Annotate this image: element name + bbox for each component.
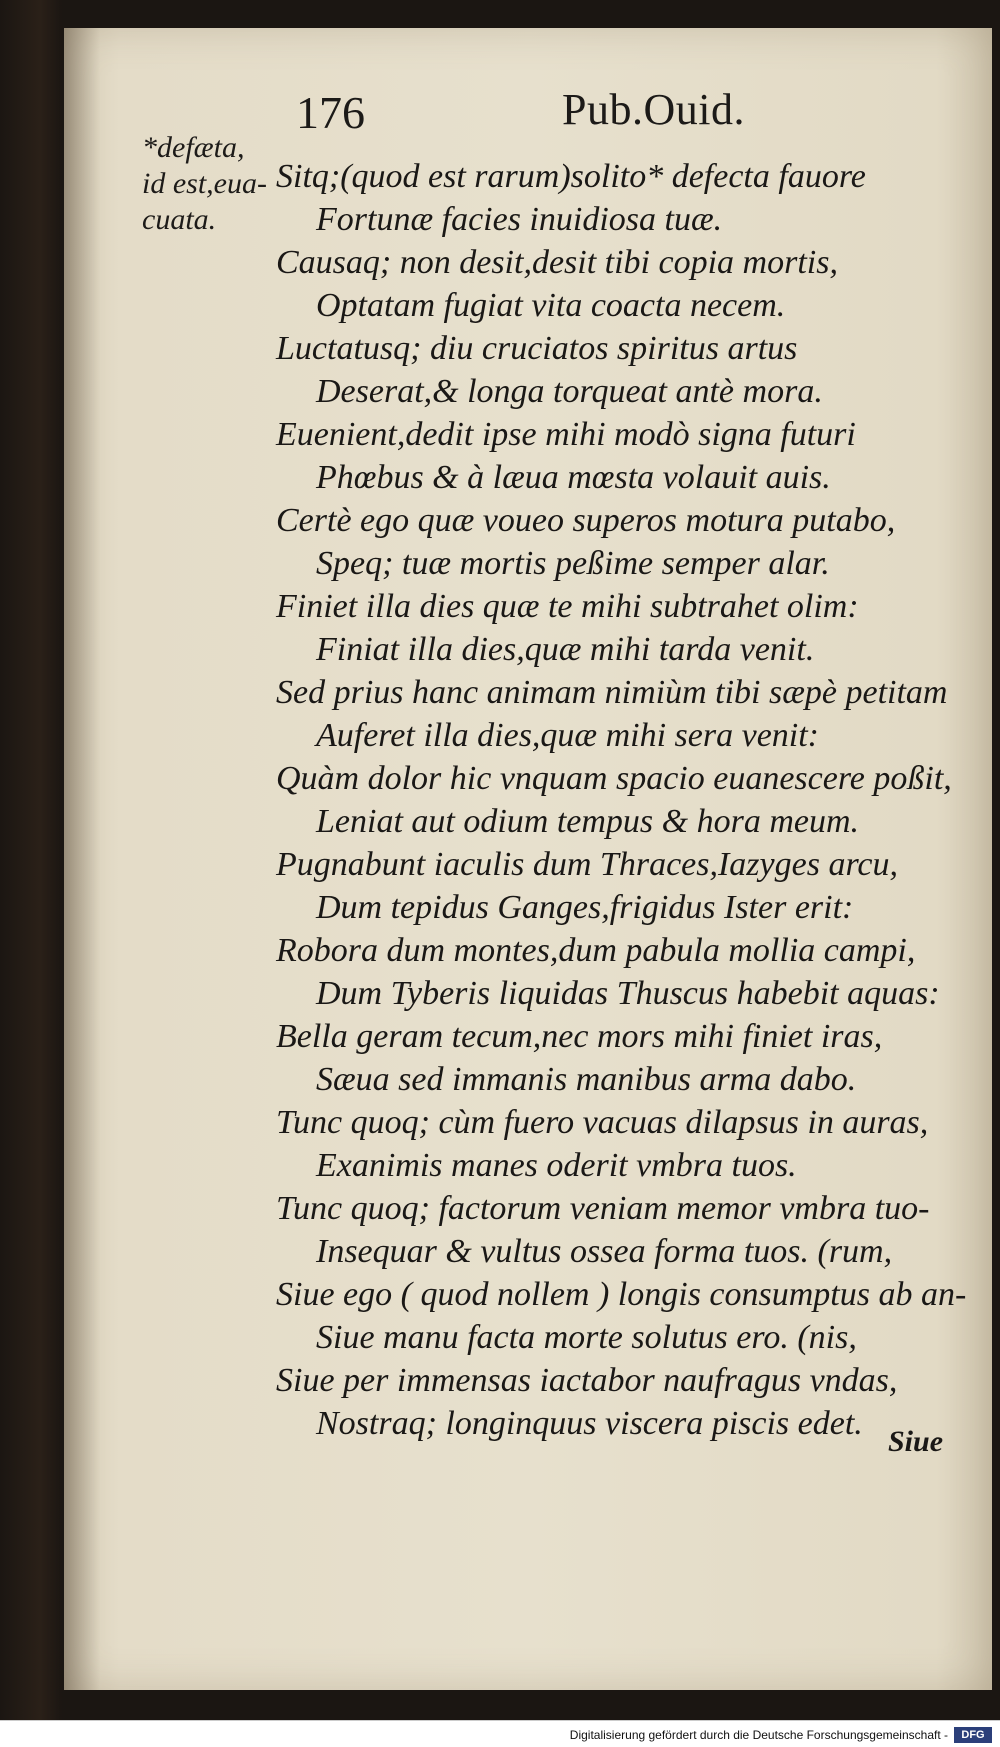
verse-line: Speq; tuæ mortis peßime semper alar. <box>316 545 830 582</box>
verse-line: Finiat illa dies,quæ mihi tarda venit. <box>316 631 815 668</box>
verse-line: Auferet illa dies,quæ mihi sera venit: <box>316 717 819 754</box>
margin-note-line: id est,eua- <box>142 167 267 200</box>
verse-line: Insequar & vultus ossea forma tuos. (rum, <box>316 1233 893 1270</box>
verse-line: Optatam fugiat vita coacta necem. <box>316 287 786 324</box>
verse-line: Phœbus & à læua mœsta volauit auis. <box>316 459 831 496</box>
verse-line: Siue manu facta morte solutus ero. (nis, <box>316 1319 857 1356</box>
margin-note-line: cuata. <box>142 203 217 236</box>
dfg-logo: DFG <box>954 1727 992 1743</box>
verse-line: Deserat,& longa torqueat antè mora. <box>316 373 823 410</box>
verse-line: Bella geram tecum,nec mors mihi finiet iras, <box>276 1018 883 1055</box>
verse-line: Tunc quoq; factorum veniam memor vmbra tuo- <box>276 1190 930 1227</box>
verse-line: Leniat aut odium tempus & hora meum. <box>316 803 860 840</box>
verse-line: Dum Tyberis liquidas Thuscus habebit aquas: <box>316 975 940 1012</box>
verse-line: Fortunæ facies inuidiosa tuæ. <box>316 201 723 238</box>
verse-line: Siue per immensas iactabor naufragus vndas, <box>276 1362 898 1399</box>
verse-line: Siue ego ( quod nollem ) longis consumptus ab an- <box>276 1276 967 1313</box>
verse-line: Sed prius hanc animam nimiùm tibi sæpè petitam <box>276 674 948 711</box>
verse-line: Robora dum montes,dum pabula mollia campi, <box>276 932 916 969</box>
verse-line: Luctatusq; diu cruciatos spiritus artus <box>276 330 798 367</box>
verse-line: Sæua sed immanis manibus arma dabo. <box>316 1061 857 1098</box>
book-page <box>64 28 992 1690</box>
funding-credit: Digitalisierung gefördert durch die Deutsche Forschungsgemeinschaft - <box>569 1728 948 1742</box>
verse-line: Finiet illa dies quæ te mihi subtrahet olim: <box>276 588 859 625</box>
verse-line: Pugnabunt iaculis dum Thraces,Iazyges arcu, <box>276 846 899 883</box>
gutter-shadow <box>64 28 100 1690</box>
verse-line: Euenient,dedit ipse mihi modò signa futuri <box>276 416 856 453</box>
catchword: Siue <box>888 1425 944 1458</box>
digitization-footer <box>0 1720 1000 1747</box>
verse-line: Quàm dolor hic vnquam spacio euanescere poßit, <box>276 760 952 797</box>
verse-line: Sitq;(quod est rarum)solito* defecta fauore <box>276 158 866 195</box>
verse-line: Exanimis manes oderit vmbra tuos. <box>316 1147 797 1184</box>
verse-line: Causaq; non desit,desit tibi copia mortis, <box>276 244 838 281</box>
verse-line: Tunc quoq; cùm fuero vacuas dilapsus in auras, <box>276 1104 929 1141</box>
running-title: Pub.Ouid. <box>562 85 745 134</box>
margin-note-line: *defæta, <box>142 131 245 164</box>
page-number: 176 <box>296 87 365 138</box>
verse-line: Nostraq; longinquus viscera piscis edet. <box>316 1405 863 1442</box>
verse-line: Dum tepidus Ganges,frigidus Ister erit: <box>316 889 854 926</box>
verse-line: Certè ego quæ voueo superos motura putabo, <box>276 502 896 539</box>
